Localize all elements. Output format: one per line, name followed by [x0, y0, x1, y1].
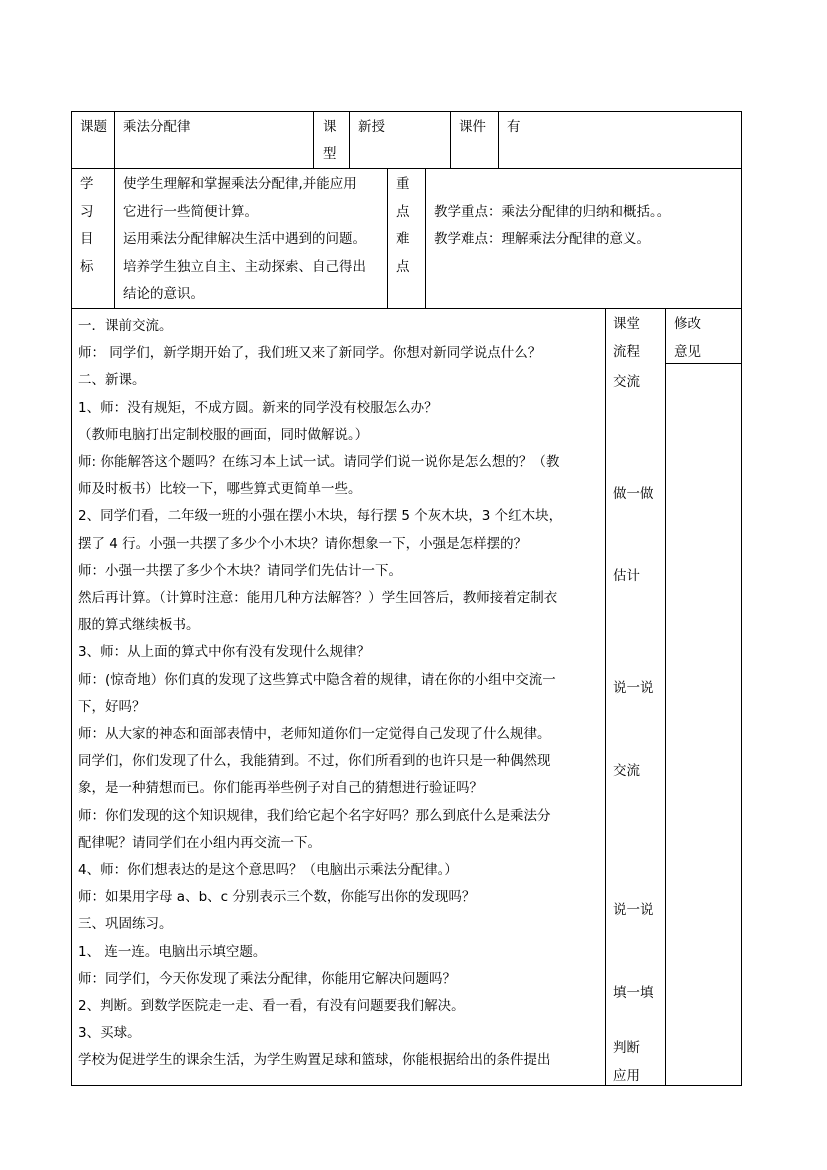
courseware-value: 有 — [507, 119, 521, 135]
flow-step-exchange: 交流 — [613, 374, 640, 390]
teaching-focus: 教学重点：乘法分配律的归纳和概括。。 — [434, 204, 671, 220]
lesson-line: 师：你们发现的这个知识规律，我们给它起个名字好吗？那么到底什么是乘法分 — [78, 807, 551, 824]
objectives-line-3: 运用乘法分配律解决生活中遇到的问题。 — [123, 231, 366, 248]
lesson-line: 一．课前交流。 — [78, 318, 173, 334]
key-points-label-char-4: 点 — [396, 258, 410, 275]
flow-step-discuss-2: 说一说 — [613, 902, 654, 918]
lesson-type-label-1: 课 — [323, 119, 337, 135]
table-col-c — [349, 111, 350, 169]
objectives-label-char-2: 习 — [80, 203, 94, 220]
table-col-i — [665, 308, 666, 1086]
objectives-line-2: 它进行一些简便计算。 — [123, 203, 258, 220]
objectives-line-1: 使学生理解和掌握乘法分配律,并能应用 — [123, 176, 357, 192]
lesson-line: 师及时板书）比较一下，哪些算式更简单一些。 — [78, 481, 362, 498]
table-rule-1 — [71, 168, 742, 169]
objectives-line-4: 培养学生独立自主、主动探索、自己得出 — [123, 258, 366, 275]
class-flow-header — [613, 311, 663, 366]
lesson-line: 服的算式继续板书。 — [78, 617, 200, 634]
key-points-label-char-2: 点 — [396, 203, 410, 220]
table-border-top — [71, 111, 742, 112]
key-points-label-char-1: 重 — [396, 176, 410, 192]
revision-notes-header-line-2: 意见 — [674, 343, 701, 360]
flow-step-fill: 填一填 — [613, 985, 654, 1001]
table-col-h — [605, 308, 606, 1086]
courseware-label: 课件 — [459, 119, 486, 135]
lesson-process-text — [78, 313, 604, 1075]
lesson-line: （教师电脑打出定制校服的画面，同时做解说。） — [78, 426, 369, 443]
class-flow-header-line-2: 流程 — [613, 343, 640, 360]
lesson-line: 师：如果用字母 a、b、c 分别表示三个数，你能写出你的发现吗？ — [78, 889, 476, 906]
lesson-line: 配律呢？请同学们在小组内再交流一下。 — [78, 834, 321, 851]
flow-step-estimate: 估计 — [613, 568, 640, 584]
lesson-line: 然后再计算。（计算时注意：能用几种方法解答？）学生回答后，教师接着定制衣 — [78, 590, 558, 607]
lesson-line: 4、师：你们想表达的是这个意思吗？（电脑出示乘法分配律。） — [78, 862, 458, 879]
table-border-left — [71, 111, 72, 1086]
lesson-line: 二、新课。 — [78, 372, 146, 389]
revision-notes-header — [674, 311, 734, 366]
lesson-line: 三、巩固练习。 — [78, 916, 173, 933]
teaching-difficulty: 教学难点：理解乘法分配律的意义。 — [434, 231, 650, 247]
flow-step-exchange-2: 交流 — [613, 763, 640, 779]
lesson-line: 同学们，你们发现了什么，我能猜到。不过，你们所看到的也许只是一种偶然现 — [78, 753, 551, 770]
lesson-line: 1、 连一连。电脑出示填空题。 — [78, 943, 267, 960]
lesson-line: 2、同学们看，二年级一班的小强在摆小木块，每行摆 5 个灰木块，3 个红木块， — [78, 508, 563, 525]
table-col-a — [114, 111, 115, 309]
lesson-line: 师：从大家的神态和面部表情中，老师知道你们一定觉得自己发现了什么规律。 — [78, 726, 551, 743]
topic-label: 课题 — [80, 119, 107, 135]
lesson-line: 2、判断。到数学医院走一走、看一看，有没有问题要我们解决。 — [78, 998, 465, 1015]
lesson-line: 3、师：从上面的算式中你有没有发现什么规律？ — [78, 644, 371, 661]
table-border-right — [741, 111, 742, 1086]
flow-step-try: 做一做 — [613, 486, 654, 502]
topic-value: 乘法分配律 — [123, 119, 191, 135]
lesson-line: 师：同学们，今天你发现了乘法分配律，你能用它解决问题吗？ — [78, 970, 456, 987]
table-col-f — [387, 168, 388, 309]
flow-step-apply: 应用 — [613, 1068, 640, 1084]
lesson-line: 师：(惊奇地）你们真的发现了这些算式中隐含着的规律，请在你的小组中交流一 — [78, 671, 556, 688]
lesson-line: 象，是一种猜想而已。你们能再举些例子对自己的猜想进行验证吗？ — [78, 780, 483, 797]
class-flow-header-line-1: 课堂 — [613, 316, 640, 332]
table-border-bottom — [71, 1085, 742, 1086]
flow-step-discuss: 说一说 — [613, 680, 654, 696]
lesson-line: 学校为促进学生的课余生活，为学生购置足球和篮球，你能根据给出的条件提出 — [78, 1052, 551, 1069]
objectives-label-char-3: 目 — [80, 231, 94, 248]
lesson-line: 摆了 4 行。小强一共摆了多少个小木块？请你想象一下，小强是怎样摆的？ — [78, 535, 528, 552]
objectives-label-char-1: 学 — [80, 176, 94, 192]
objectives-label-char-4: 标 — [80, 258, 94, 275]
table-col-b — [313, 111, 314, 169]
table-col-g — [425, 168, 426, 309]
key-points-label-char-3: 难 — [396, 231, 410, 248]
lesson-line: 下，好吗？ — [78, 698, 146, 715]
key-points-label — [396, 171, 418, 281]
table-col-e — [498, 111, 499, 169]
lesson-line: 1、师：没有规矩，不成方圆。新来的同学没有校服怎么办？ — [78, 399, 438, 416]
lesson-type-value: 新授 — [358, 119, 385, 135]
table-col-d — [450, 111, 451, 169]
objectives-label — [80, 171, 102, 281]
lesson-line: 师：小强一共摆了多少个木块？请同学们先估计一下。 — [78, 562, 402, 579]
lesson-line: 师： 同学们，新学期开始了，我们班又来了新同学。你想对新同学说点什么？ — [78, 345, 542, 362]
revision-notes-header-line-1: 修改 — [674, 316, 701, 332]
flow-step-judge: 判断 — [613, 1040, 640, 1056]
lesson-line: 师: 你能解答这个题吗？在练习本上试一试。请同学们说一说你是怎么想的？（教 — [78, 454, 560, 471]
objectives-text — [123, 171, 385, 309]
lesson-type-label-2: 型 — [323, 146, 337, 162]
lesson-line: 3、买球。 — [78, 1025, 141, 1042]
objectives-line-5: 结论的意识。 — [123, 286, 204, 303]
